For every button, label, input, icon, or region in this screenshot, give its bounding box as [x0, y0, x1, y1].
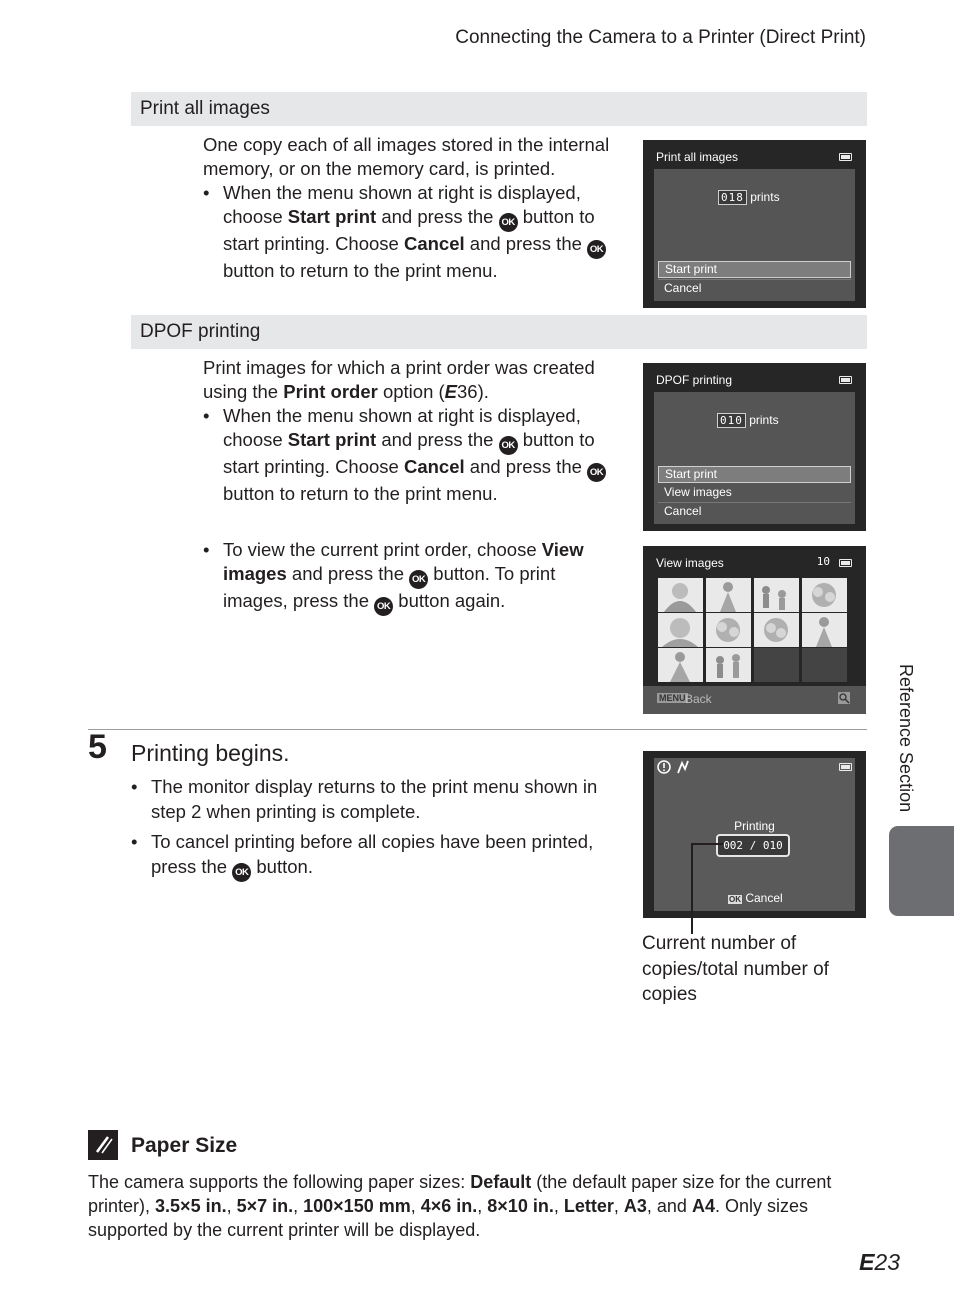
print-all-bullet: • When the menu shown at right is displayed, choose Start print and press the OK button to start printing. Choose Cancel and press the OK button to return to the print menu. [203, 181, 613, 283]
battery-icon [839, 153, 852, 161]
step-number: 5 [88, 728, 107, 766]
dpof-bullet-start-print: • When the menu shown at right is displayed, choose Start print and press the OK button to start printing. Choose Cancel and press the OK button to return to the print menu. [203, 404, 613, 506]
print-all-description [203, 133, 613, 283]
dpof-description [203, 356, 613, 506]
ok-button-icon: OK [374, 597, 393, 616]
screen-panel [654, 169, 855, 301]
print-all-images-screen [643, 140, 866, 308]
screen-panel [654, 392, 855, 524]
thumbnail-image [802, 578, 847, 612]
page-number: E23 [859, 1249, 900, 1275]
print-all-intro: One copy each of all images stored in the internal memory, or on the memory card, is printed. [203, 134, 610, 179]
dpof-view-images-description [203, 538, 613, 616]
ok-button-icon: OK [409, 570, 428, 589]
ok-key-icon: OK [729, 895, 741, 904]
screen-title: Print all images [656, 150, 739, 164]
print-count [718, 190, 780, 205]
print-count-label: prints [749, 413, 779, 427]
ok-button-icon: OK [499, 436, 518, 455]
menu-item-cancel: Cancel [664, 504, 702, 518]
reference-section-icon: E [859, 1249, 875, 1275]
step-title: Printing begins. [131, 740, 290, 766]
thumbnail-image [802, 613, 847, 647]
dpof-bullet-view-images: • To view the current print order, choose View images and press the OK button. To print images, press the OK button again. [203, 538, 613, 616]
note-title: Paper Size [131, 1134, 238, 1157]
print-count-value: 018 [718, 190, 747, 205]
thumbnail-image [754, 578, 799, 612]
reference-section-icon: E [444, 381, 458, 402]
zoom-icon [838, 692, 850, 707]
section-heading-dpof-printing: DPOF printing [131, 315, 867, 349]
thumbnail-image [658, 648, 703, 682]
thumbnail-image [706, 648, 751, 682]
print-count-label: prints [750, 190, 780, 204]
battery-icon [839, 376, 852, 384]
ok-button-icon: OK [232, 863, 251, 882]
dpof-printing-screen [643, 363, 866, 531]
battery-icon [839, 559, 852, 567]
thumbnail-image [706, 613, 751, 647]
menu-key-icon: MENU [659, 693, 686, 703]
printing-label: Printing [734, 819, 775, 833]
printing-progress-screen [643, 751, 866, 918]
menu-item-start-print: Start print [658, 466, 851, 483]
note-body: The camera supports the following paper sizes: Default (the default paper size for the current printer), 3.5×5 in., 5×7 in., 100×150 mm, 4×6 in., 8×10 in., Letter, A3, and A4. Only sizes supported by the current printer will be displayed. [88, 1172, 832, 1240]
menu-item-view-images: View images [664, 485, 732, 499]
callout-line [680, 838, 730, 938]
printer-connection-icon [675, 760, 689, 777]
step5-bullet-cancel: • To cancel printing before all copies have been printed, press the OK button. [131, 829, 611, 882]
thumbnail-image [754, 613, 799, 647]
print-count-value: 010 [717, 413, 746, 428]
reference-section-tab [889, 826, 954, 916]
back-label: Back [685, 692, 712, 706]
cancel-label: Cancel [745, 891, 783, 905]
step5-description [131, 774, 611, 882]
thumbnail-image [658, 613, 703, 647]
callout-caption: Current number of copies/total number of copies [642, 933, 829, 1005]
screen-title: View images [656, 556, 724, 570]
copies-progress: 002 / 010 [716, 834, 790, 857]
screen-title: DPOF printing [656, 373, 733, 387]
step5-bullet-return: • The monitor display returns to the print menu shown in step 2 when printing is complete. [131, 774, 611, 824]
ok-button-icon: OK [587, 240, 606, 259]
note-icon [88, 1130, 118, 1165]
warning-icon [657, 760, 671, 777]
empty-thumbnail [802, 648, 847, 682]
ok-button-icon: OK [499, 213, 518, 232]
screen-footer [643, 686, 866, 714]
battery-icon [839, 763, 852, 771]
step-divider [88, 729, 867, 730]
cancel-hint [728, 891, 783, 905]
dpof-intro: Print images for which a print order was created using the Print order option (E36). [203, 357, 595, 402]
section-heading-print-all-images: Print all images [131, 92, 867, 126]
menu-item-start-print: Start print [658, 261, 851, 278]
ok-button-icon: OK [587, 463, 606, 482]
print-count [717, 413, 779, 428]
menu-item-cancel: Cancel [664, 281, 702, 295]
view-images-screen [643, 546, 866, 714]
image-count: 10 [816, 555, 830, 568]
thumbnail-image [658, 578, 703, 612]
running-header: Connecting the Camera to a Printer (Direct Print) [455, 27, 866, 48]
side-tab-label: Reference Section [896, 664, 916, 813]
thumbnail-image [706, 578, 751, 612]
empty-thumbnail [754, 648, 799, 682]
